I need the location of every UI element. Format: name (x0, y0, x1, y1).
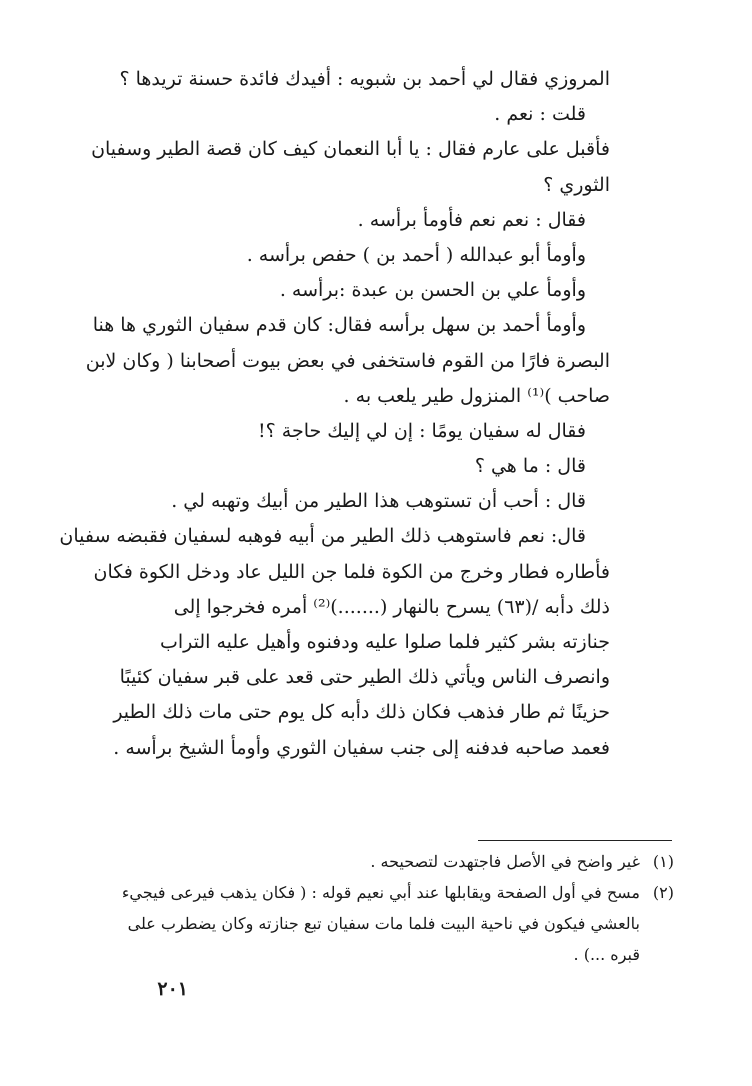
text-line: فعمد صاحبه فدفنه إلى جنب سفيان الثوري وأومأ الشيخ برأسه . (113, 736, 610, 759)
footnote-text: غير واضح في الأصل فاجتهدت لتصحيحه . (370, 852, 640, 871)
footnote-divider (478, 840, 672, 841)
text-line: المروزي فقال لي أحمد بن شبويه : أفيدك فائدة حسنة تريدها ؟ (119, 68, 610, 90)
text-line: فقال له سفيان يومًا : إن لي إليك حاجة ؟! (258, 419, 586, 442)
text-line: وأومأ أحمد بن سهل برأسه فقال: كان قدم سفيان الثوري ها هنا (92, 314, 586, 337)
footnote-continuation: بالعشي فيكون في ناحية البيت فلما مات سفيان تبع جنازته وكان يضطرب على (127, 914, 640, 933)
text-line: وأومأ علي بن الحسن بن عبدة :برأسه . (279, 279, 586, 302)
footnote-number: (٢) (652, 883, 674, 902)
text-line: جنازته بشر كثير فلما صلوا عليه ودفنوه وأهيل عليه التراب (159, 631, 610, 653)
text-line: قال : أحب أن تستوهب هذا الطير من أبيك وتهبه لي . (171, 490, 586, 513)
text-line: فأطاره فطار وخرج من الكوة فلما جن الليل عاد ودخل الكوة فكان (93, 560, 610, 583)
text-line: قال: نعم فاستوهب ذلك الطير من أبيه فوهبه لسفيان فقبضه سفيان (59, 525, 586, 548)
footnote-continuation: قبره ...) . (573, 945, 640, 964)
footnote-2 (121, 877, 674, 908)
footnote-1 (128, 846, 674, 877)
text-line: وانصرف الناس ويأتي ذلك الطير حتى قعد على قبر سفيان كئيبًا (119, 666, 610, 689)
text-line: ذلك دأبه /(٦٣) يسرح بالنهار (.......)⁽²⁾ أمره فخرجوا إلى (173, 595, 610, 618)
footnote-text: مسح في أول الصفحة ويقابلها عند أبي نعيم قوله : ( فكان يذهب فيرعى فيجيء (121, 883, 640, 902)
text-line: قال : ما هي ؟ (474, 455, 586, 478)
page-number: ٢٠١ (157, 978, 188, 1000)
text-line: فأقبل على عارم فقال : يا أبا النعمان كيف كان قصة الطير وسفيان (91, 138, 610, 161)
text-line: حزينًا ثم طار فذهب فكان ذلك دأبه كل يوم حتى مات ذلك الطير (113, 701, 610, 724)
main-text (59, 62, 610, 766)
footnote-number: (١) (652, 852, 674, 871)
text-line: قلت : نعم . (494, 103, 586, 126)
text-line: الثوري ؟ (543, 173, 610, 196)
text-line: فقال : نعم نعم فأومأ برأسه . (357, 208, 586, 231)
text-line: صاحب )⁽¹⁾ المنزول طير يلعب به . (343, 384, 610, 407)
footnotes (121, 846, 674, 970)
text-line: وأومأ أبو عبدالله ( أحمد بن ) حفص برأسه . (246, 243, 586, 266)
text-line: البصرة فارًا من القوم فاستخفى في بعض بيوت أصحابنا ( وكان لابن (85, 349, 610, 372)
